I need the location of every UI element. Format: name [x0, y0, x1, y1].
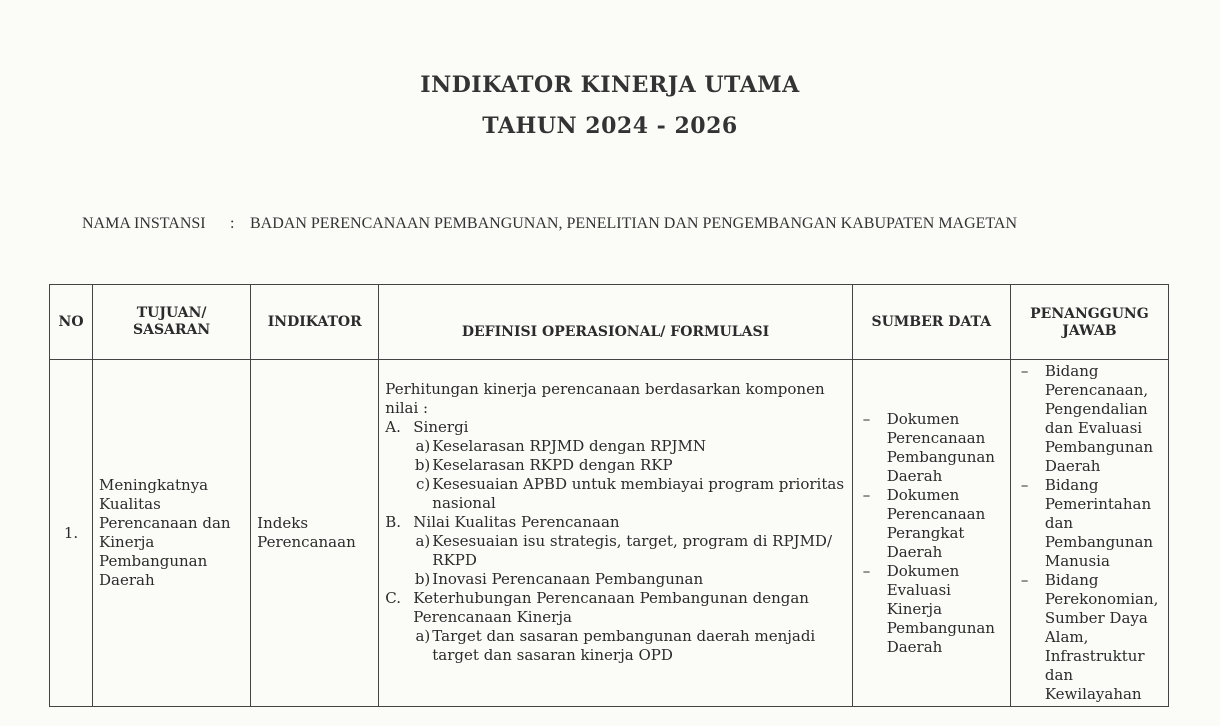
- cell-no: 1.: [50, 360, 93, 707]
- item-letter: c): [416, 475, 431, 493]
- list-item-text: Dokumen Perencanaan Perangkat Daerah: [886, 485, 986, 561]
- definisi-section: [385, 589, 845, 627]
- definisi-item: [413, 627, 845, 665]
- sumber-item: [859, 486, 1004, 562]
- item-letter: a): [415, 437, 431, 455]
- header-penanggung-jawab: PENANGGUNG JAWAB: [1010, 285, 1168, 360]
- item-text: Kesesuaian APBD untuk membiayai program prioritas nasional: [432, 475, 845, 512]
- header-tujuan: TUJUAN/ SASARAN: [93, 285, 251, 360]
- header-sumber: SUMBER DATA: [852, 285, 1010, 360]
- item-letter: b): [414, 456, 431, 474]
- instansi-value: BADAN PERENCANAAN PEMBANGUNAN, PENELITIAN DAN PENGEMBANGAN KABUPATEN MAGETAN: [250, 215, 1018, 232]
- sumber-list: [859, 410, 1004, 657]
- item-text: Keselarasan RKPD dengan RKP: [432, 456, 673, 474]
- header-no: NO: [50, 285, 93, 360]
- item-letter: a): [415, 532, 431, 550]
- sumber-item: [859, 562, 1004, 657]
- dash-bullet: –: [1020, 362, 1029, 380]
- definisi-section: [385, 513, 845, 532]
- cell-definisi: [379, 360, 852, 707]
- iku-table: [49, 284, 1169, 707]
- sumber-item: [859, 410, 1004, 486]
- definisi-item: [413, 475, 845, 513]
- list-item-text: Bidang Perencanaan, Pengendalian dan Evaluasi Pembangunan Daerah: [1044, 362, 1154, 475]
- item-letter: b): [414, 570, 431, 588]
- section-title: Sinergi: [413, 418, 469, 436]
- instansi-label: NAMA INSTANSI: [82, 215, 206, 232]
- dash-bullet: –: [1020, 476, 1029, 494]
- section-title: Keterhubungan Perencanaan Pembangunan dengan Perencanaan Kinerja: [413, 589, 809, 626]
- definisi-item: [413, 532, 845, 570]
- list-item-text: Bidang Pemerintahan dan Pembangunan Manusia: [1044, 476, 1154, 570]
- item-text: Target dan sasaran pembangunan daerah menjadi target dan sasaran kinerja OPD: [432, 627, 816, 664]
- section-letter: B.: [385, 513, 402, 531]
- item-letter: a): [415, 627, 431, 645]
- dash-bullet: –: [862, 485, 871, 504]
- pj-item: [1017, 476, 1162, 571]
- section-title: Nilai Kualitas Perencanaan: [413, 513, 620, 531]
- definisi-item: [413, 456, 845, 475]
- cell-tujuan: Meningkatnya Kualitas Perencanaan dan Kinerja Pembangunan Daerah: [93, 360, 251, 707]
- pj-item: [1017, 362, 1162, 476]
- definisi-item: [413, 437, 845, 456]
- item-text: Inovasi Perencanaan Pembangunan: [432, 570, 704, 588]
- list-item-text: Dokumen Evaluasi Kinerja Pembangunan Daerah: [886, 561, 995, 656]
- document-title: INDIKATOR KINERJA UTAMA: [420, 72, 800, 98]
- table-row: [50, 360, 1169, 707]
- cell-sumber: [852, 360, 1010, 707]
- section-letter: A.: [385, 418, 401, 436]
- pj-item: [1017, 571, 1162, 704]
- dash-bullet: –: [862, 409, 871, 428]
- instansi-line: [82, 215, 1017, 233]
- dash-bullet: –: [1020, 571, 1029, 589]
- cell-penanggung-jawab: [1010, 360, 1168, 707]
- document-subtitle-year: TAHUN 2024 - 2026: [482, 113, 738, 139]
- cell-indikator: Indeks Perencanaan: [251, 360, 379, 707]
- list-item-text: Dokumen Perencanaan Pembangunan Daerah: [886, 409, 995, 485]
- definisi-section: [385, 418, 845, 437]
- header-definisi: DEFINISI OPERASIONAL/ FORMULASI: [379, 285, 852, 360]
- definisi-item: [413, 570, 845, 589]
- definisi-sections: [385, 418, 845, 665]
- section-letter: C.: [385, 589, 401, 607]
- pj-list: [1017, 362, 1162, 704]
- definisi-intro: Perhitungan kinerja perencanaan berdasarkan komponen nilai :: [385, 380, 825, 417]
- instansi-colon: :: [230, 215, 235, 232]
- list-item-text: Bidang Perekonomian, Sumber Daya Alam, Infrastruktur dan Kewilayahan: [1044, 571, 1159, 703]
- table-header-row: [50, 285, 1169, 360]
- header-indikator: INDIKATOR: [251, 285, 379, 360]
- dash-bullet: –: [862, 561, 871, 580]
- item-text: Kesesuaian isu strategis, target, program di RPJMD/ RKPD: [432, 532, 833, 569]
- item-text: Keselarasan RPJMD dengan RPJMN: [432, 437, 707, 455]
